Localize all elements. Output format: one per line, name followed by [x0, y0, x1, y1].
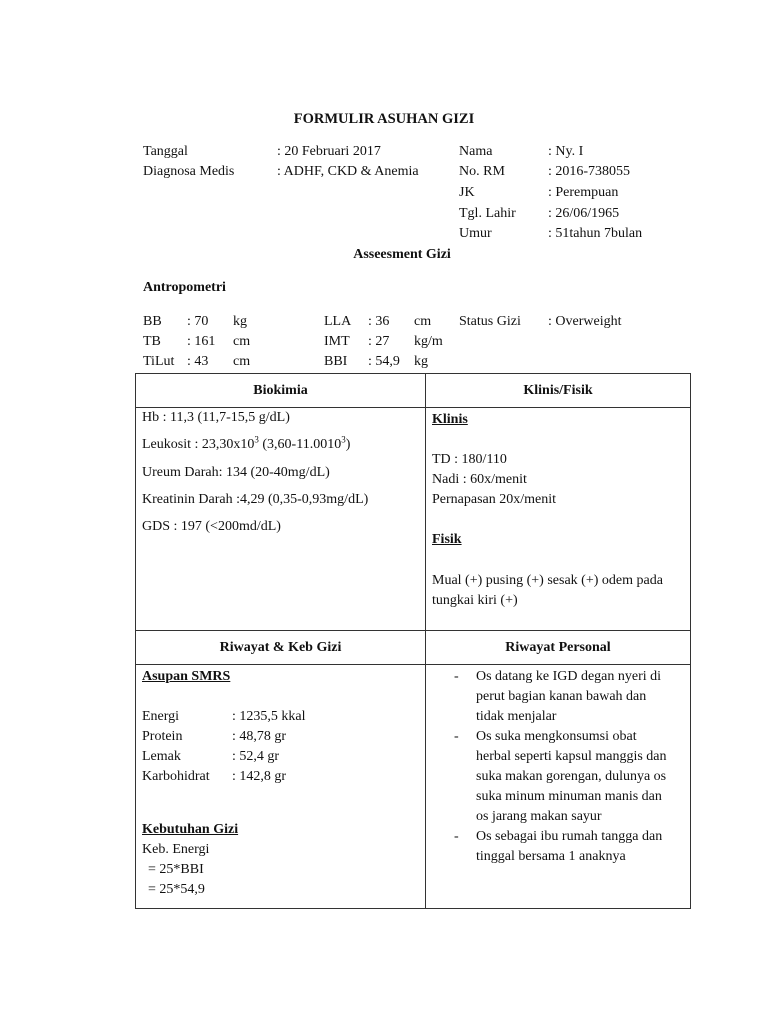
nama-label: Nama	[459, 144, 493, 159]
pernapasan-line: Pernapasan 20x/menit	[432, 492, 557, 507]
fisik-line-1: Mual (+) pusing (+) sesak (+) odem pada	[432, 573, 663, 588]
keb-formula-1: = 25*BBI	[148, 862, 204, 877]
asupan-karbohidrat	[142, 767, 419, 787]
list-item-line: tinggal bersama 1 anaknya	[476, 849, 626, 864]
kebutuhan-heading: Kebutuhan Gizi	[142, 822, 239, 837]
header-biokimia: Biokimia	[136, 374, 426, 408]
leukosit-text-a: Leukosit : 23,30x10	[142, 437, 255, 452]
form-title: FORMULIR ASUHAN GIZI	[293, 111, 475, 127]
bullet-dash: -	[454, 729, 459, 744]
umur-label: Umur	[459, 226, 492, 241]
tgl-lahir-value: : 26/06/1965	[548, 206, 620, 221]
tgl-lahir-label: Tgl. Lahir	[459, 206, 516, 221]
status-gizi-label: Status Gizi	[459, 314, 521, 329]
asupan-label: Protein	[142, 729, 183, 744]
asupan-value: : 52,4 gr	[232, 749, 280, 764]
header-klinis-fisik: Klinis/Fisik	[426, 374, 691, 408]
td-line: TD : 180/110	[432, 452, 507, 467]
leukosit-line	[142, 431, 419, 459]
bb-label: BB	[143, 314, 162, 329]
biokimia-cell	[136, 408, 426, 631]
asupan-heading: Asupan SMRS	[142, 669, 231, 684]
norm-label: No. RM	[459, 164, 505, 179]
tb-value: : 161	[187, 334, 216, 349]
bbi-unit: kg	[414, 354, 428, 369]
umur-value: : 51tahun 7bulan	[548, 226, 643, 241]
hb-line: Hb : 11,3 (11,7-15,5 g/dL)	[142, 410, 290, 425]
jk-label: JK	[459, 185, 475, 200]
list-item	[432, 827, 684, 867]
norm-value: : 2016-738055	[548, 164, 631, 179]
fisik-heading: Fisik	[432, 532, 462, 547]
assessment-table	[135, 373, 691, 909]
keb-formula-2: = 25*54,9	[148, 882, 205, 897]
list-item-line: perut bagian kanan bawah dan	[476, 689, 647, 704]
imt-value: : 27	[368, 334, 390, 349]
list-item-line: os jarang makan sayur	[476, 809, 602, 824]
fisik-line-2: tungkai kiri (+)	[432, 593, 518, 608]
asupan-lemak	[142, 747, 419, 767]
list-item-line: tidak menjalar	[476, 709, 557, 724]
tanggal-label: Tanggal	[143, 144, 188, 159]
ureum-line: Ureum Darah: 134 (20-40mg/dL)	[142, 465, 330, 480]
list-item-line: Os sebagai ibu rumah tangga dan	[476, 829, 663, 844]
asupan-value: : 48,78 gr	[232, 729, 287, 744]
assessment-title: Asseesment Gizi	[353, 247, 451, 262]
leukosit-text-b: (3,60-11.0010	[258, 437, 342, 452]
list-item-line: suka minum minuman manis dan	[476, 789, 662, 804]
imt-unit: kg/m	[414, 334, 443, 349]
keb-energi-line: Keb. Energi	[142, 842, 210, 857]
list-item-line: Os datang ke IGD degan nyeri di	[476, 669, 662, 684]
tilut-label: TiLut	[143, 354, 175, 369]
asupan-label: Lemak	[142, 749, 181, 764]
asupan-label: Energi	[142, 709, 180, 724]
leukosit-sup-2: 3	[341, 434, 346, 445]
jk-value: : Perempuan	[548, 185, 619, 200]
bb-unit: kg	[233, 314, 247, 329]
status-gizi-value: : Overweight	[548, 314, 622, 329]
bb-value: : 70	[187, 314, 209, 329]
riwayat-gizi-cell	[136, 665, 426, 909]
list-item-line: herbal seperti kapsul manggis dan	[476, 749, 667, 764]
nama-value: : Ny. I	[548, 144, 584, 159]
tilut-unit: cm	[233, 354, 251, 369]
imt-label: IMT	[324, 334, 350, 349]
leukosit-sup-1: 3	[254, 434, 259, 445]
list-item	[432, 667, 684, 727]
tb-unit: cm	[233, 334, 251, 349]
diagnosa-value: : ADHF, CKD & Anemia	[277, 164, 419, 179]
nadi-line: Nadi : 60x/menit	[432, 472, 527, 487]
list-item-line: suka makan gorengan, dulunya os	[476, 769, 667, 784]
antropometri-heading: Antropometri	[143, 280, 226, 295]
header-riwayat-keb-gizi: Riwayat & Keb Gizi	[136, 631, 426, 665]
klinis-fisik-cell	[426, 408, 691, 631]
asupan-value: : 1235,5 kkal	[232, 709, 306, 724]
leukosit-text-c: )	[345, 437, 351, 452]
tanggal-value: : 20 Februari 2017	[277, 144, 381, 159]
asupan-label: Karbohidrat	[142, 769, 210, 784]
asupan-value: : 142,8 gr	[232, 769, 287, 784]
tb-label: TB	[143, 334, 161, 349]
header-riwayat-personal: Riwayat Personal	[426, 631, 691, 665]
diagnosa-label: Diagnosa Medis	[143, 164, 235, 179]
lla-unit: cm	[414, 314, 432, 329]
bullet-dash: -	[454, 829, 459, 844]
bullet-dash: -	[454, 669, 459, 684]
lla-label: LLA	[324, 314, 352, 329]
riwayat-personal-cell	[426, 665, 691, 909]
gds-line: GDS : 197 (<200md/dL)	[142, 519, 281, 534]
list-item-line: Os suka mengkonsumsi obat	[476, 729, 637, 744]
kreatinin-line: Kreatinin Darah :4,29 (0,35-0,93mg/dL)	[142, 492, 369, 507]
lla-value: : 36	[368, 314, 390, 329]
bbi-label: BBI	[324, 354, 348, 369]
asupan-protein	[142, 727, 419, 747]
klinis-heading: Klinis	[432, 412, 468, 427]
list-item	[432, 727, 684, 827]
bbi-value: : 54,9	[368, 354, 400, 369]
riwayat-personal-list	[432, 667, 684, 867]
tilut-value: : 43	[187, 354, 209, 369]
asupan-energi	[142, 707, 419, 727]
